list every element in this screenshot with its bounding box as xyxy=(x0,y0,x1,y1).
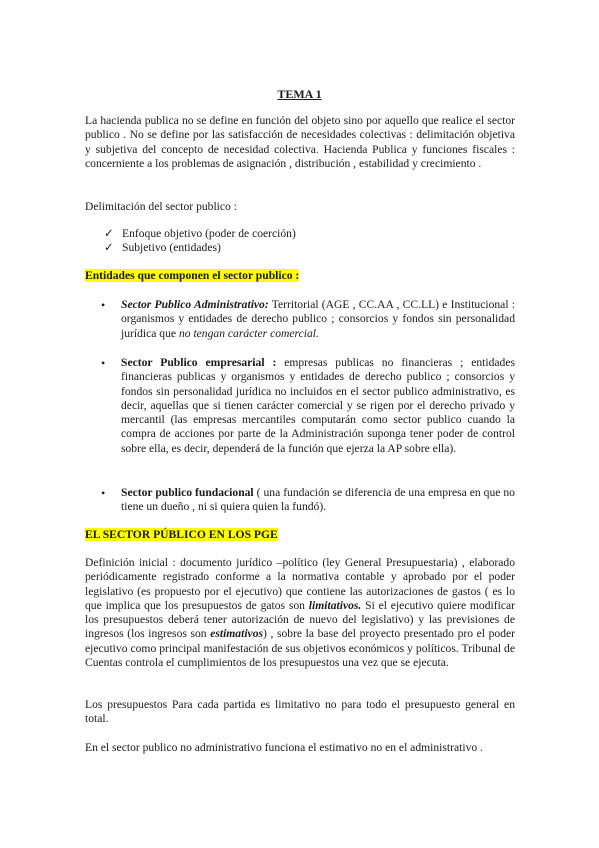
item-italic: no tengan carácter comercial. xyxy=(178,326,319,340)
item-label: Sector Publico empresarial : xyxy=(121,356,277,369)
page-title: TEMA 1 xyxy=(277,87,322,101)
list-item: ✓ Subjetivo (entidades) xyxy=(104,241,221,255)
list-item: ✓ Enfoque objetivo (poder de coerción) xyxy=(104,227,296,240)
checkmark-icon: ✓ xyxy=(104,241,114,255)
item-label: Sector publico fundacional xyxy=(121,486,254,499)
pge-paragraph-3: En el sector publico no administrativo funciona el estimativo no en el administrativo . xyxy=(85,741,483,754)
pge-paragraph-1: Definición inicial : documento jurídico –político (ley General Presupuestaria) , elaborado periódicamente registrado conforme a la normativa contable y aprobado por el poder legislativo (es propuesto por el ejecutivo) que contiene las autorizaciones de gastos ( es lo que implica que los presupuestos de gatos son limitativos. Si el ejecutivo quiere modificar los presupuestos deberá tener autorización de nuevo del legislativo) y las previsiones de ingresos (los ingresos son estimativos) , sobre la base del proyecto presentado pro el poder ejecutivo como principal manifestación de sus objetivos económicos y políticos. Tribunal de Cuentas controla el cumplimientos de los presupuestos una vez que se ejecuta. xyxy=(85,556,515,670)
item-label: Sector Publico Administrativo: xyxy=(121,298,269,311)
item-text: ( una fundación se diferencia de una empresa en que no tiene un dueño , ni si quiera quien la fundó). xyxy=(121,486,515,514)
delimitacion-heading: Delimitación del sector publico : xyxy=(85,200,237,213)
entidad-item-administrativo xyxy=(101,298,515,341)
bullet-icon: • xyxy=(101,356,106,370)
entidades-heading: Entidades que componen el sector publico : xyxy=(85,269,300,282)
intro-paragraph: La hacienda publica no se define en función del objeto sino por aquello que realice el sector publico . No se define por las satisfacción de necesidades colectivas : delimitación objetiva y subjetiva del concepto de necesidad colectiva. Hacienda Publica y funciones fiscales : concerniente a los problemas de asignación , distribución , estabilidad y crecimiento . xyxy=(85,114,515,170)
delimitacion-list xyxy=(104,227,296,256)
pge-paragraph-2: Los presupuestos Para cada partida es limitativo no para todo el presupuesto general en total. xyxy=(85,698,515,726)
checkmark-icon: ✓ xyxy=(104,227,114,240)
bullet-icon: • xyxy=(101,486,106,500)
entidad-item-empresarial xyxy=(101,356,515,456)
pge-heading: EL SECTOR PÚBLICO EN LOS PGE xyxy=(85,528,278,541)
item-text: empresas publicas no financieras ; entidades financieras publicas y organismos y entidades de derecho publico ; consorcios y fondos sin personalidad jurídica no incluidos en el sector publico administrativo, es decir, aquellas que si tienen carácter comercial y se rigen por el derecho privado y mercantil (las empresas mercantiles computarán como sector publico cuando la compra de acciones por parte de la Administración suponga tener poder de control sobre ella, es decir, dependerá de la función que ejerza la AP sobre ella). xyxy=(121,356,515,455)
item-text: Territorial (AGE , CC.AA , CC.LL) e Institucional : organismos y entidades de derecho publico ; consorcios y fondos sin personalidad jurídica que xyxy=(121,298,515,340)
bullet-icon: • xyxy=(101,298,106,312)
entidad-item-fundacional xyxy=(101,486,515,515)
